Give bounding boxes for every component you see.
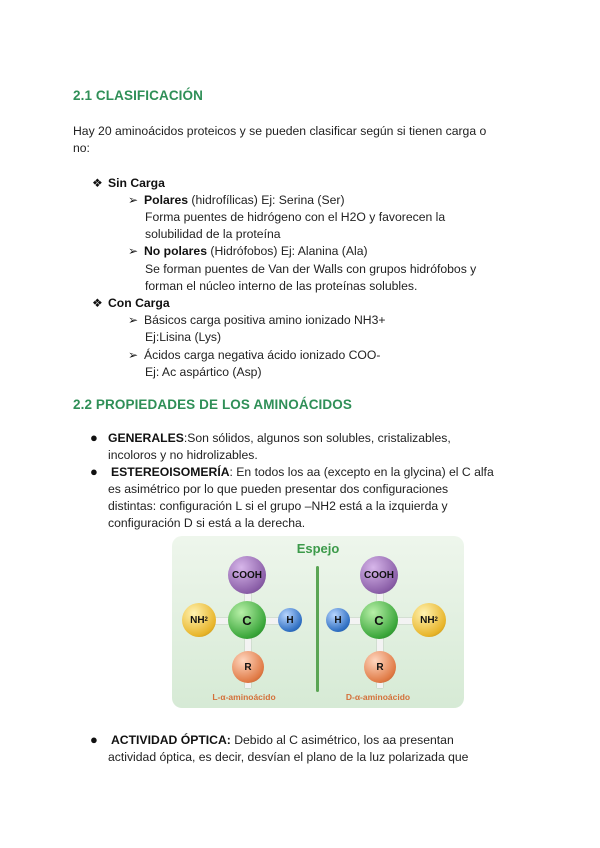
sin-carga-item	[92, 174, 165, 192]
carbon-ball-right	[360, 601, 398, 639]
cooh-ball-right	[360, 556, 398, 594]
section-1-title: 2.1 CLASIFICACIÓN	[73, 88, 203, 103]
hydrogen-label: H	[286, 614, 294, 626]
diamond-bullet-icon: ❖	[92, 296, 103, 310]
nh2-subscript: 2	[204, 617, 208, 623]
cooh-label: COOH	[232, 569, 262, 581]
enantiomer-figure	[172, 536, 464, 708]
intro-line-1: Hay 20 aminoácidos proteicos y se pueden clasificar según si tienen carga o	[73, 124, 487, 138]
nh2-subscript: 2	[434, 617, 438, 623]
estereo-label: ESTEREOISOMERÍA	[111, 465, 230, 479]
no-polares-text: (Hidrófobos) Ej: Alanina (Ala)	[207, 244, 368, 258]
generales-item	[90, 429, 451, 447]
generales-text: :Son sólidos, algunos son solubles, cristalizables,	[183, 431, 451, 445]
nh2-label: NH	[190, 614, 205, 626]
generales-label: GENERALES	[108, 431, 184, 445]
nh2-ball-left	[182, 603, 216, 637]
actividad-text: Debido al C asimétrico, los aa presentan	[230, 733, 454, 747]
hydrogen-ball-left	[278, 608, 302, 632]
acidos-example: Ej: Ac aspártico (Asp)	[145, 365, 262, 379]
estereo-text: : En todos los aa (excepto en la glycina) el C alfa	[229, 465, 494, 479]
arrow-bullet-icon: ➢	[128, 348, 139, 362]
bullet-icon: ●	[90, 732, 98, 747]
con-carga-item	[92, 294, 170, 312]
actividad-line-2: actividad óptica, es decir, desvían el plano de la luz polarizada que	[108, 750, 469, 764]
basicos-item	[128, 311, 386, 329]
intro-line-2: no:	[73, 141, 90, 155]
con-carga-label: Con Carga	[108, 296, 170, 310]
section-2-title: 2.2 PROPIEDADES DE LOS AMINOÁCIDOS	[73, 397, 352, 412]
nh2-ball-right	[412, 603, 446, 637]
polares-text: (hidrofílicas) Ej: Serina (Ser)	[188, 193, 345, 207]
basicos-example: Ej:Lisina (Lys)	[145, 330, 222, 344]
polares-item	[128, 191, 345, 209]
no-polares-desc-2: forman el núcleo interno de las proteínas solubles.	[145, 279, 418, 293]
polares-label: Polares	[144, 193, 189, 207]
figure-title: Espejo	[296, 541, 340, 556]
carbon-ball-left	[228, 601, 266, 639]
no-polares-item	[128, 242, 368, 260]
generales-line-2: incoloros y no hidrolizables.	[108, 448, 258, 462]
right-caption: D-α-aminoácido	[345, 692, 411, 702]
estereo-item	[90, 463, 494, 481]
estereo-line-3: distintas: configuración L si el grupo –NH2 está a la izquierda y	[108, 499, 448, 513]
arrow-bullet-icon: ➢	[128, 244, 139, 258]
acidos-item	[128, 346, 380, 364]
cooh-ball-left	[228, 556, 266, 594]
diamond-bullet-icon: ❖	[92, 176, 103, 190]
acidos-text: Ácidos carga negativa ácido ionizado COO-	[144, 348, 381, 362]
bullet-icon: ●	[90, 430, 98, 445]
no-polares-label: No polares	[144, 244, 207, 258]
mirror-line	[316, 566, 319, 692]
estereo-line-4: configuración D si está a la derecha.	[108, 516, 306, 530]
basicos-text: Básicos carga positiva amino ionizado NH3+	[144, 313, 386, 327]
actividad-label: ACTIVIDAD ÓPTICA:	[111, 733, 231, 747]
arrow-bullet-icon: ➢	[128, 193, 139, 207]
actividad-item	[90, 731, 454, 749]
estereo-line-2: es asimétrico por lo que pueden presentar dos configuraciones	[108, 482, 449, 496]
arrow-bullet-icon: ➢	[128, 313, 139, 327]
polares-desc-1: Forma puentes de hidrógeno con el H2O y favorecen la	[145, 210, 446, 224]
bullet-icon: ●	[90, 464, 98, 479]
hydrogen-ball-right	[326, 608, 350, 632]
nh2-label: NH	[420, 614, 435, 626]
radical-ball-left	[232, 651, 264, 683]
radical-ball-right	[364, 651, 396, 683]
carbon-label: C	[242, 612, 252, 628]
no-polares-desc-1: Se forman puentes de Van der Walls con grupos hidrófobos y	[145, 262, 477, 276]
carbon-label: C	[374, 612, 384, 628]
radical-label: R	[244, 661, 252, 673]
sin-carga-label: Sin Carga	[108, 176, 165, 190]
left-caption: L-α-aminoácido	[212, 692, 276, 702]
cooh-label: COOH	[364, 569, 394, 581]
hydrogen-label: H	[334, 614, 342, 626]
radical-label: R	[376, 661, 384, 673]
polares-desc-2: solubilidad de la proteína	[145, 227, 281, 241]
